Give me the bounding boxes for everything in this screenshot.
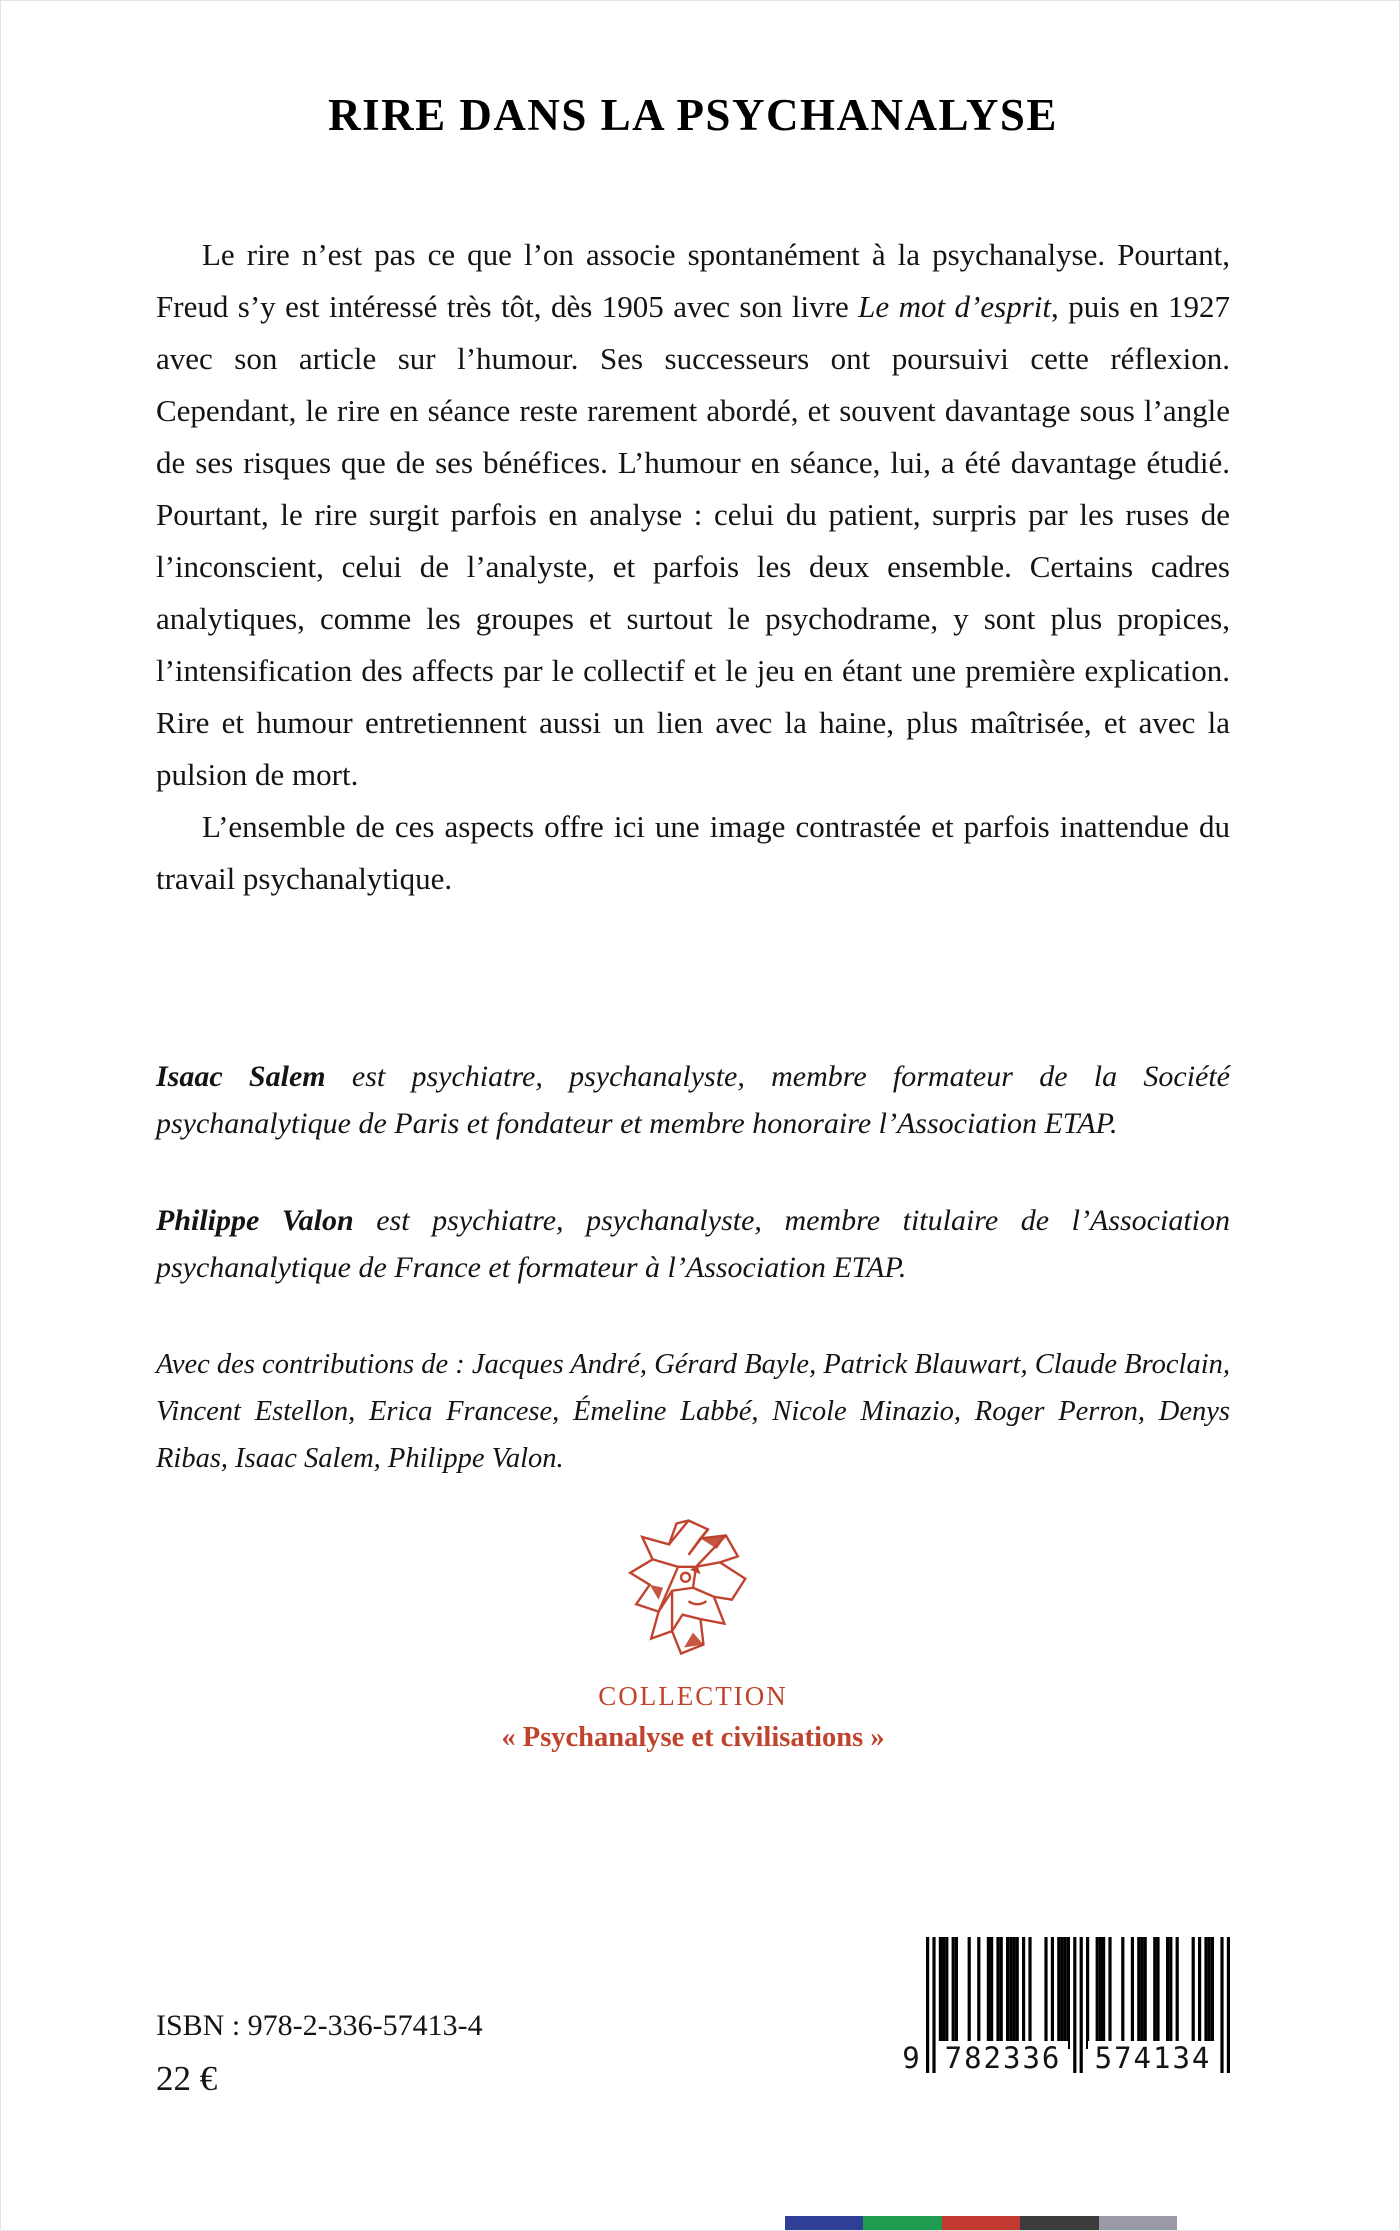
print-strip-segment: [1099, 2216, 1177, 2230]
author-bio-2: [156, 1197, 1230, 1291]
price: 22 €: [156, 2059, 218, 2098]
print-strip-segment: [863, 2216, 941, 2230]
author-name-1: Isaac Salem: [156, 1060, 326, 1093]
synopsis-paragraph-1: [156, 229, 1230, 801]
book-reference-italic: Le mot d’esprit: [858, 289, 1051, 324]
isbn-block: [156, 2009, 483, 2099]
barcode-digit-group-1: 9: [900, 2041, 924, 2075]
synopsis-text-start: Le rire n’est pas ce que l’on associe spontanément à la psychanalyse. Pourtant, Freud s’y est intéressé très tôt, dès 1905 avec son livre: [156, 237, 1230, 324]
author-bio-text-2: est psychiatre, psychanalyste, membre titulaire de l’Association psychanalytique de France et formateur à l’Association ETAP.: [156, 1204, 1230, 1284]
barcode-digit-group-3: 574134: [1088, 2041, 1218, 2075]
synopsis: [156, 229, 1230, 905]
synopsis-text-rest: , puis en 1927 avec son article sur l’humour. Ses successeurs ont poursuivi cette réflexion. Cependant, le rire en séance reste rarement abordé, et souvent davantage sous l’angle de ses risques que de ses bénéfices. L’humour en séance, lui, a été davantage étudié. Pourtant, le rire surgit parfois en analyse : celui du patient, surpris par les ruses de l’inconscient, celui de l’analyste, et parfois les deux ensemble. Certains cadres analytiques, comme les groupes et surtout le psychodrame, y sont plus propices, l’intensification des affects par le collectif et le jeu en étant une première explication. Rire et humour entretiennent aussi un lien avec la haine, plus maîtrisée, et avec la pulsion de mort.: [156, 289, 1231, 792]
collection-logo: [618, 1516, 768, 1658]
ean13-barcode: [902, 1937, 1230, 2087]
barcode-digit-group-2: 782336: [938, 2041, 1068, 2075]
collection-name: « Psychanalyse et civilisations »: [501, 1722, 885, 1753]
printer-color-strip: [785, 2216, 1177, 2230]
text-column: [156, 1, 1230, 1754]
print-strip-segment: [942, 2216, 1020, 2230]
print-strip-segment: [1020, 2216, 1098, 2230]
author-name-2: Philippe Valon: [156, 1204, 354, 1237]
book-title: RIRE DANS LA PSYCHANALYSE: [328, 90, 1058, 140]
author-bios: [156, 1053, 1230, 1482]
synopsis-paragraph-2: L’ensemble de ces aspects offre ici une image contrastée et parfois inattendue du travail psychanalytique.: [156, 809, 1230, 896]
author-bio-text-1: est psychiatre, psychanalyste, membre formateur de la Société psychanalytique de Paris et fondateur et membre honoraire l’Association ETAP.: [156, 1060, 1230, 1140]
collection-label: COLLECTION: [598, 1681, 788, 1711]
collection-block: [156, 1516, 1230, 1754]
isbn-number: ISBN : 978-2-336-57413-4: [156, 2009, 483, 2042]
author-bio-1: [156, 1053, 1230, 1147]
contributors-list: Avec des contributions de : Jacques André, Gérard Bayle, Patrick Blauwart, Claude Broclain, Vincent Estellon, Erica Francese, Émeline Labbé, Nicole Minazio, Roger Perron, Denys Ribas, Isaac Salem, Philippe Valon.: [156, 1349, 1230, 1474]
print-strip-segment: [785, 2216, 863, 2230]
